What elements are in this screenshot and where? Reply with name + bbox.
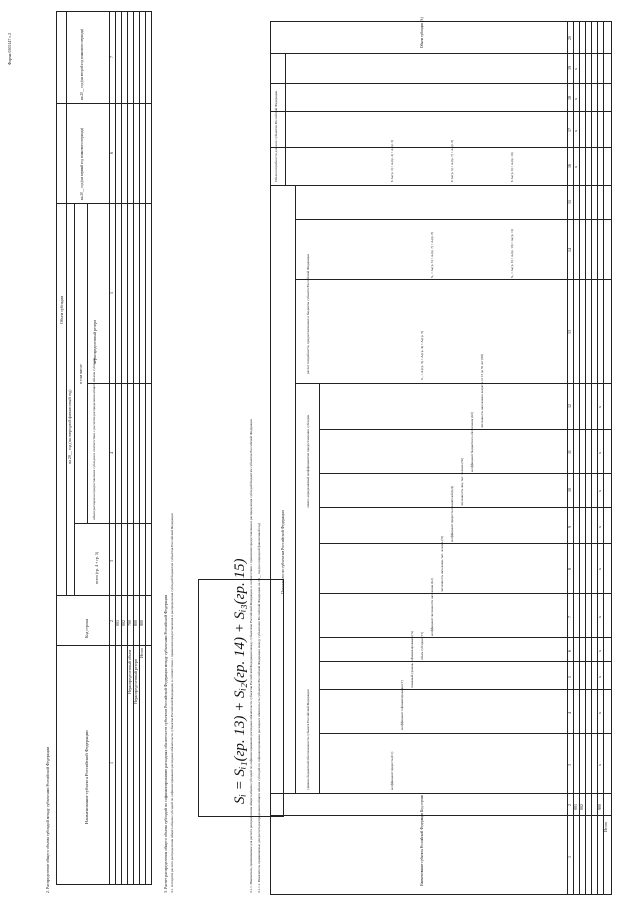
section-3-heading: 3. Расчет распределения общего объема субсидий по софинансированию расходных обязательств субъектов Российской Федерации между субъектами Российской Федерации [163,595,168,893]
sec2-colnum: 1 [109,762,114,764]
formula-col14: Sᵢ₂ = Aᵢ(гр. 6) × Aᵢ(гр. 7) × Aᵢ(гр. 8) [430,231,434,278]
sec3-colnum: 6 [567,650,572,652]
sec3-colnum: 16 [567,164,572,168]
sec3-colnum: 18 [567,96,572,100]
sec2-colnum: 6 [109,152,114,154]
x-mark: x [597,764,602,766]
sec2-row-reserve: Нераспределенный объем [127,649,132,694]
sec3-colnum: 3 [567,764,572,766]
sec3-colnum: 8 [567,568,572,570]
sec3-header: плановый уровень софинансирования (%) [410,630,414,688]
form-label: Форма 0505147 с.2 [7,32,12,65]
x-mark: x [597,712,602,714]
sec3-colnum: 20 [567,36,572,40]
section-3-1-1-1-heading: 3.1.1.1. Показатели, применяемые для расчета распределения общего объема субсидий по софинансированию расходных обязательств субъектов Российской Федерации между субъектами Российской Федерации на 20__ год (на очередной финансовый год) [257,522,261,893]
sec3-colnum: 9 [567,526,572,528]
formula-col15: Sᵢ₃ = Aᵢ(гр. 9) × Aᵢ(гр. 10) × Aᵢ(гр. 11) [510,228,514,278]
sec2-code: 900 [139,620,144,626]
sec2-period-next1: на 20__ год (на первый год планового периода) [80,127,84,200]
sec3-col-name: Наименование субъекта Российской Федерации [420,812,424,886]
sec2-colnum: 2 [109,620,114,622]
sec3-col-reserve: лимит, определяемый коэффициентом предоставления субсидии [306,414,310,508]
sec3-header: коэффициент прироста (K1) [390,751,394,790]
section-2-table [56,11,152,885]
sec3-colnum: 2 [567,804,572,806]
sec3-colnum: 1 [567,856,572,858]
sec3-header: численность населения в возрасте от 15 до 65 лет (Nб) [480,353,484,428]
sec2-col-incl-b: нераспределенный резерв [92,319,97,364]
sec3-col-code: Код строки [420,794,424,812]
sec3-code: 001 [573,804,578,810]
x-mark: x [597,490,602,492]
x-mark: x [597,650,602,652]
sec2-period-current: на 20__ год (на очередной финансовый год) [67,389,72,464]
sec2-colnum: 4 [109,452,114,454]
sec3-header: численность лиц, тыс. человек (Ni) [460,458,464,506]
x-mark: x [597,452,602,454]
sec3-colnum: 11 [567,450,572,454]
sec3-code: 900 [597,804,602,810]
x-mark: x [573,166,578,168]
sec2-colnum: 5 [109,292,114,294]
sec3-header: коэффициент софинансирования (Y) [400,680,404,730]
sec3-header: объем субсидии (T1) [420,631,424,660]
sec2-col-code: Код строки [84,618,89,638]
sec2-code: 700 [127,620,132,626]
section-3-table [270,16,612,895]
sec2-col-incl: в том числе [78,364,83,384]
sec3-header: коэффициент бюджетного обеспечения (Кб) [470,412,474,472]
sec3-colnum: 15 [567,200,572,204]
sec3-colnum: 5 [567,676,572,678]
formula-col16: Σ Aᵢ(гр. 3) × Aᵢ(гр. 4) × Aᵢ(гр. 5) [390,139,394,182]
sec3-colnum: 17 [567,128,572,132]
sec3-header: коэффициент прироста показателей (КД) [450,486,454,542]
formula-col18: Σ Aᵢ(гр. 9) × Aᵢ(гр. 10) [510,152,514,182]
sec3-header: коэффициент численности населения (K2) [430,578,434,636]
x-mark: x [597,406,602,408]
sec2-code: 002 [121,620,126,626]
sec2-colnum: 3 [109,560,114,562]
section-3-1-1-heading: 3.1.1. Показатели, применяемые для расчета распределения общего объема субсидий по софинансированию расходных обязательств субъектов Российской Федерации между субъектами Российской Федерации, в соответствии с правилами предоставления и распределения субсидий бюджетам субъектов Российской Федерации [249,419,253,893]
section-3-1-heading: 3.1. Алгоритм расчета распределения общего объема субсидий по софинансированию расходных обязательств субъектов Российской Федерации, в соответствии с правилами предоставления и распределения субсидий бюджетам субъектов Российской Федерации [170,513,174,893]
section-2-heading: 2. Распределение общего объема субсидий между субъектами Российской Федерации [45,747,50,893]
x-mark: x [597,568,602,570]
x-mark: x [597,616,602,618]
formula-col13: Sᵢ₁ = Aᵢ(гр. 3) × Aᵢ(гр. 4) × Aᵢ(гр. 5) [420,330,424,380]
x-mark: x [573,68,578,70]
sec3-code: 002 [579,804,584,810]
sec3-colnum: 4 [567,712,572,714]
sec2-col-volume: Объем субсидии [59,295,64,324]
sec3-col-level: уровень бюджетной обеспеченности субъекта Российской Федерации [306,689,310,790]
sec3-header: численность населения, тыс. человек (N) [440,536,444,592]
sec3-row-total: Итого [603,821,608,832]
sec2-col-total: всего (гр. 4 + гр. 5) [94,551,99,584]
sec2-period-next2: на 20__ год (на второй год планового периода) [80,28,84,100]
x-mark: x [597,526,602,528]
sec3-col-indicators: Показатели по субъектам Российской Федерации [280,510,285,594]
sec3-col-volume: Объем субсидии (Sᵢ) [420,16,424,48]
x-mark: x [573,98,578,100]
sec2-col-incl-a: объем расходов на предоставление субсидии в соответствии с расчетом распределения общего объема субсидии [92,357,96,520]
sec3-colnum: 14 [567,248,572,252]
formula-col17: Σ Aᵢ(гр. 6) × Aᵢ(гр. 7) × Aᵢ(гр. 8) [450,139,454,182]
sec3-col-total-need: Объем потребности для всех субъектов Российской Федерации [274,90,278,182]
sec2-colnum: 7 [109,56,114,58]
sec2-row-reserve2: Нераспределенный резерв [133,659,138,704]
x-mark: x [597,676,602,678]
sec3-colnum: 13 [567,330,572,334]
sec3-colnum: 19 [567,66,572,70]
sec3-colnum: 10 [567,488,572,492]
x-mark: x [573,130,578,132]
sec3-colnum: 7 [567,616,572,618]
sec2-col-name: Наименование субъекта Российской Федерации [84,730,89,824]
sec2-code: 800 [133,620,138,626]
sec3-colnum: 12 [567,404,572,408]
sec2-code: 001 [115,620,120,626]
formula-main: Sᵢ = Sᵢ₁(гр. 13) + Sᵢ₂(гр. 14) + Sᵢ₃(гр. 15) [232,558,248,804]
sec2-row-total: Итого [139,647,144,658]
sec3-col-calc: расчет потребности, предоставленных в бюджеты субъекта Российской Федерации [306,253,310,374]
